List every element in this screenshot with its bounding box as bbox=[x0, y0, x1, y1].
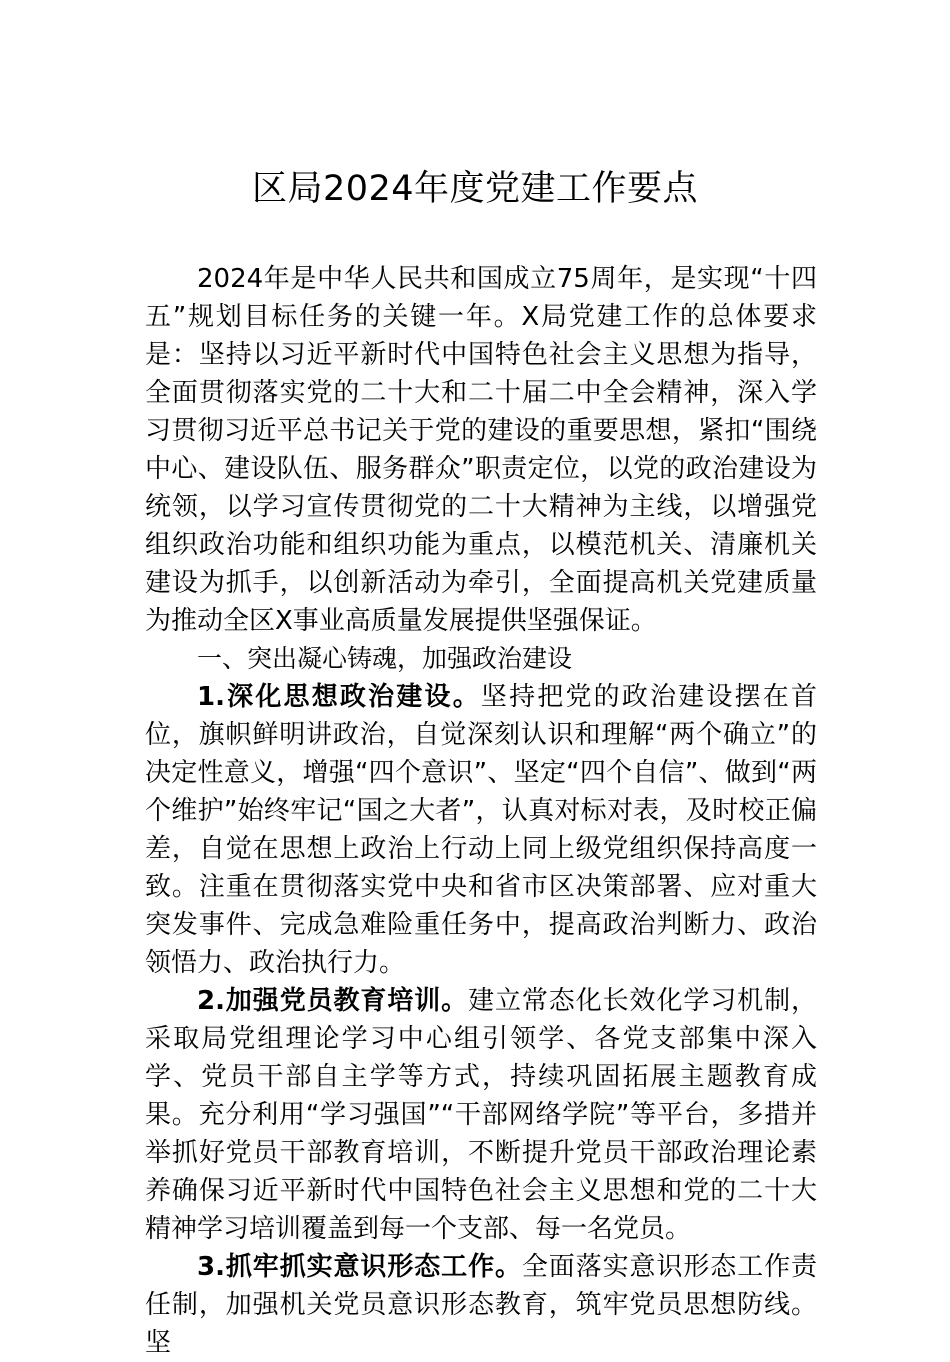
document-body bbox=[145, 260, 817, 1362]
item-paragraph-1 bbox=[145, 678, 817, 982]
item-text: 建立常态化长效化学习机制，采取局党组理论学习中心组引领学、各党支部集中深入学、党员干部自主学等方式，持续巩固拓展主题教育成果。充分利用“学习强国”“干部网络学院”等平台，多措并举抓好党员干部教育培训，不断提升党员干部政治理论素养确保习近平新时代中国特色社会主义思想和党的二十大精神学习培训覆盖到每一个支部、每一名党员。 bbox=[145, 986, 817, 1244]
section-heading: 一、突出凝心铸魂，加强政治建设 bbox=[197, 644, 573, 673]
item-lead: 3.抓牢抓实意识形态工作。 bbox=[197, 1252, 522, 1282]
item-paragraph-3 bbox=[145, 1248, 817, 1362]
intro-paragraph: 2024年是中华人民共和国成立75周年，是实现“十四五”规划目标任务的关键一年。X局党建工作的总体要求是：坚持以习近平新时代中国特色社会主义思想为指导，全面贯彻落实党的二十大和二十届二中全会精神，深入学习贯彻习近平总书记关于党的建设的重要思想，紧扣“围绕中心、建设队伍、服务群众”职责定位，以党的政治建设为统领，以学习宣传贯彻党的二十大精神为主线，以增强党组织政治功能和组织功能为重点，以模范机关、清廉机关建设为抓手，以创新活动为牵引，全面提高机关党建质量为推动全区X事业高质量发展提供坚强保证。 bbox=[145, 264, 817, 636]
document-title: 区局2024年度党建工作要点 bbox=[251, 169, 699, 209]
item-paragraph-2 bbox=[145, 982, 817, 1248]
item-text: 坚持把党的政治建设摆在首位，旗帜鲜明讲政治，自觉深刻认识和理解“两个确立”的决定性意义，增强“四个意识”、坚定“四个自信”、做到“两个维护”始终牢记“国之大者”，认真对标对表，及时校正偏差，自觉在思想上政治上行动上同上级党组织保持高度一致。注重在贯彻落实党中央和省市区决策部署、应对重大突发事件、完成急难险重任务中，提高政治判断力、政治领悟力、政治执行力。 bbox=[145, 682, 817, 978]
item-text: 全面落实意识形态工作责任制，加强机关党员意识形态教育，筑牢党员思想防线。坚 bbox=[145, 1252, 817, 1358]
item-lead: 1.深化思想政治建设。 bbox=[197, 682, 481, 712]
item-lead: 2.加强党员教育培训。 bbox=[197, 986, 469, 1016]
